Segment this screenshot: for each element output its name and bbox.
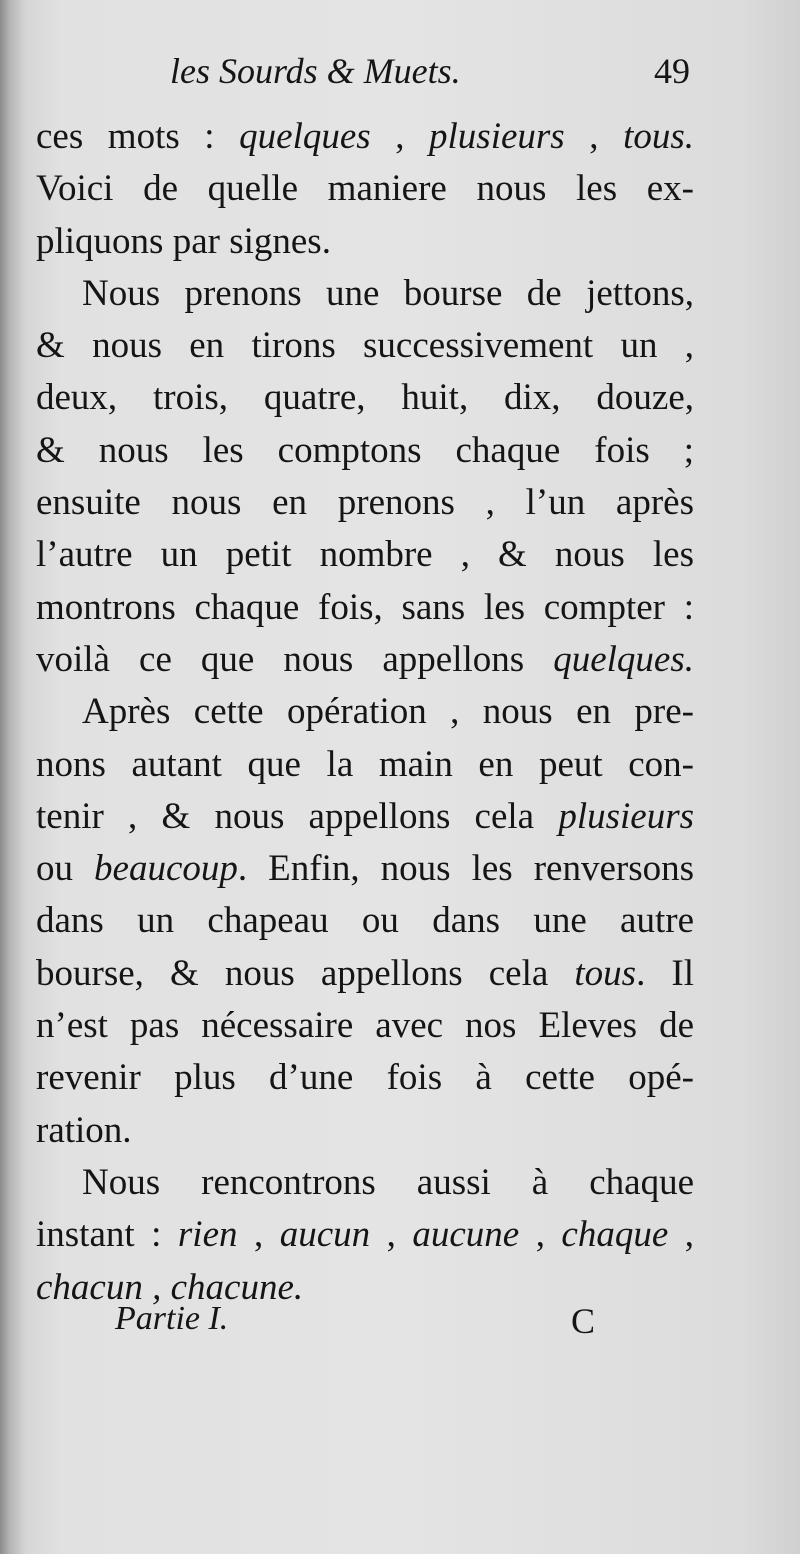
signature-mark: C	[570, 1301, 595, 1341]
text-segment: tenir , & nous appellons cela	[36, 795, 559, 837]
text-segment: ,	[564, 116, 624, 157]
text-segment: & nous les comptons chaque fois ;	[36, 429, 694, 471]
text-segment: l’autre un petit nombre , & nous les	[36, 534, 694, 576]
page-header	[170, 50, 690, 100]
text-segment: nons autant que la main en peut con-	[36, 743, 694, 785]
text-line	[36, 686, 694, 738]
text-segment: . Enfin, nous les renversons	[237, 848, 694, 890]
text-segment: voilà ce que nous appellons	[36, 638, 554, 680]
text-line	[36, 843, 694, 895]
text-line	[36, 1052, 694, 1104]
italic-text: rien	[177, 1214, 238, 1256]
italic-text: plusieurs	[558, 795, 694, 837]
bleed-through-text	[702, 60, 710, 90]
text-line	[36, 163, 694, 215]
text-line	[36, 111, 694, 163]
text-line	[36, 791, 694, 843]
text-line	[36, 1157, 694, 1209]
text-segment: pliquons par signes.	[36, 220, 331, 262]
italic-text: aucune	[412, 1214, 520, 1256]
text-line	[36, 739, 694, 791]
text-segment: revenir plus d’une fois à cette opé-	[36, 1057, 694, 1099]
text-segment: Après cette opération , nous en pre-	[82, 691, 694, 733]
text-segment: ensuite nous en prenons , l’un après	[36, 482, 694, 524]
text-line	[36, 268, 694, 320]
text-segment: . Il	[636, 952, 695, 994]
text-segment: Voici de quelle maniere nous les ex-	[36, 168, 694, 210]
italic-text: chaque	[561, 1214, 669, 1256]
text-line	[36, 216, 694, 268]
text-segment: Nous rencontrons aussi à chaque	[82, 1161, 694, 1203]
text-segment: dans un chapeau ou dans une autre	[36, 900, 694, 942]
text-segment: Nous prenons une bourse de jettons,	[82, 272, 694, 314]
page-footer	[115, 1300, 595, 1350]
text-segment: ces mots :	[36, 116, 240, 157]
text-line	[36, 477, 694, 529]
italic-text: tous	[574, 952, 637, 994]
part-label: Partie I.	[115, 1300, 229, 1337]
text-segment: ,	[370, 1214, 413, 1256]
text-segment: deux, trois, quatre, huit, dix, douze,	[36, 377, 694, 419]
text-line	[36, 425, 694, 477]
body-text	[36, 111, 694, 1314]
text-segment: n’est pas nécessaire avec nos Eleves de	[36, 1005, 694, 1047]
text-segment: ,	[237, 1214, 280, 1256]
text-line	[36, 634, 694, 686]
italic-text: quelques.	[553, 638, 694, 680]
running-title: les Sourds & Muets.	[170, 51, 461, 91]
text-segment: ,	[519, 1214, 562, 1256]
text-segment: montrons chaque fois, sans les compter :	[36, 586, 694, 628]
text-segment: & nous en tirons successivement un ,	[36, 325, 694, 367]
text-line	[36, 948, 694, 1000]
page-number: 49	[654, 51, 690, 91]
text-line	[36, 320, 694, 372]
text-line	[36, 1000, 694, 1052]
text-line	[36, 582, 694, 634]
italic-text: plusieurs	[429, 116, 565, 157]
italic-text: beaucoup	[94, 848, 238, 890]
text-segment: bourse, & nous appellons cela	[36, 952, 575, 994]
italic-text: aucun	[279, 1214, 371, 1256]
text-line	[36, 895, 694, 947]
text-segment: ,	[370, 116, 430, 157]
italic-text: quelques	[239, 116, 371, 157]
text-line	[36, 1209, 694, 1261]
text-segment: instant :	[36, 1214, 178, 1256]
text-segment: ration.	[36, 1109, 132, 1151]
text-segment: ou	[36, 848, 95, 890]
text-segment: ,	[668, 1214, 695, 1256]
text-line	[36, 1105, 694, 1157]
text-line	[36, 372, 694, 424]
italic-text: chacun , chacune.	[36, 1266, 304, 1308]
text-line	[36, 529, 694, 581]
italic-text: tous.	[623, 116, 695, 157]
